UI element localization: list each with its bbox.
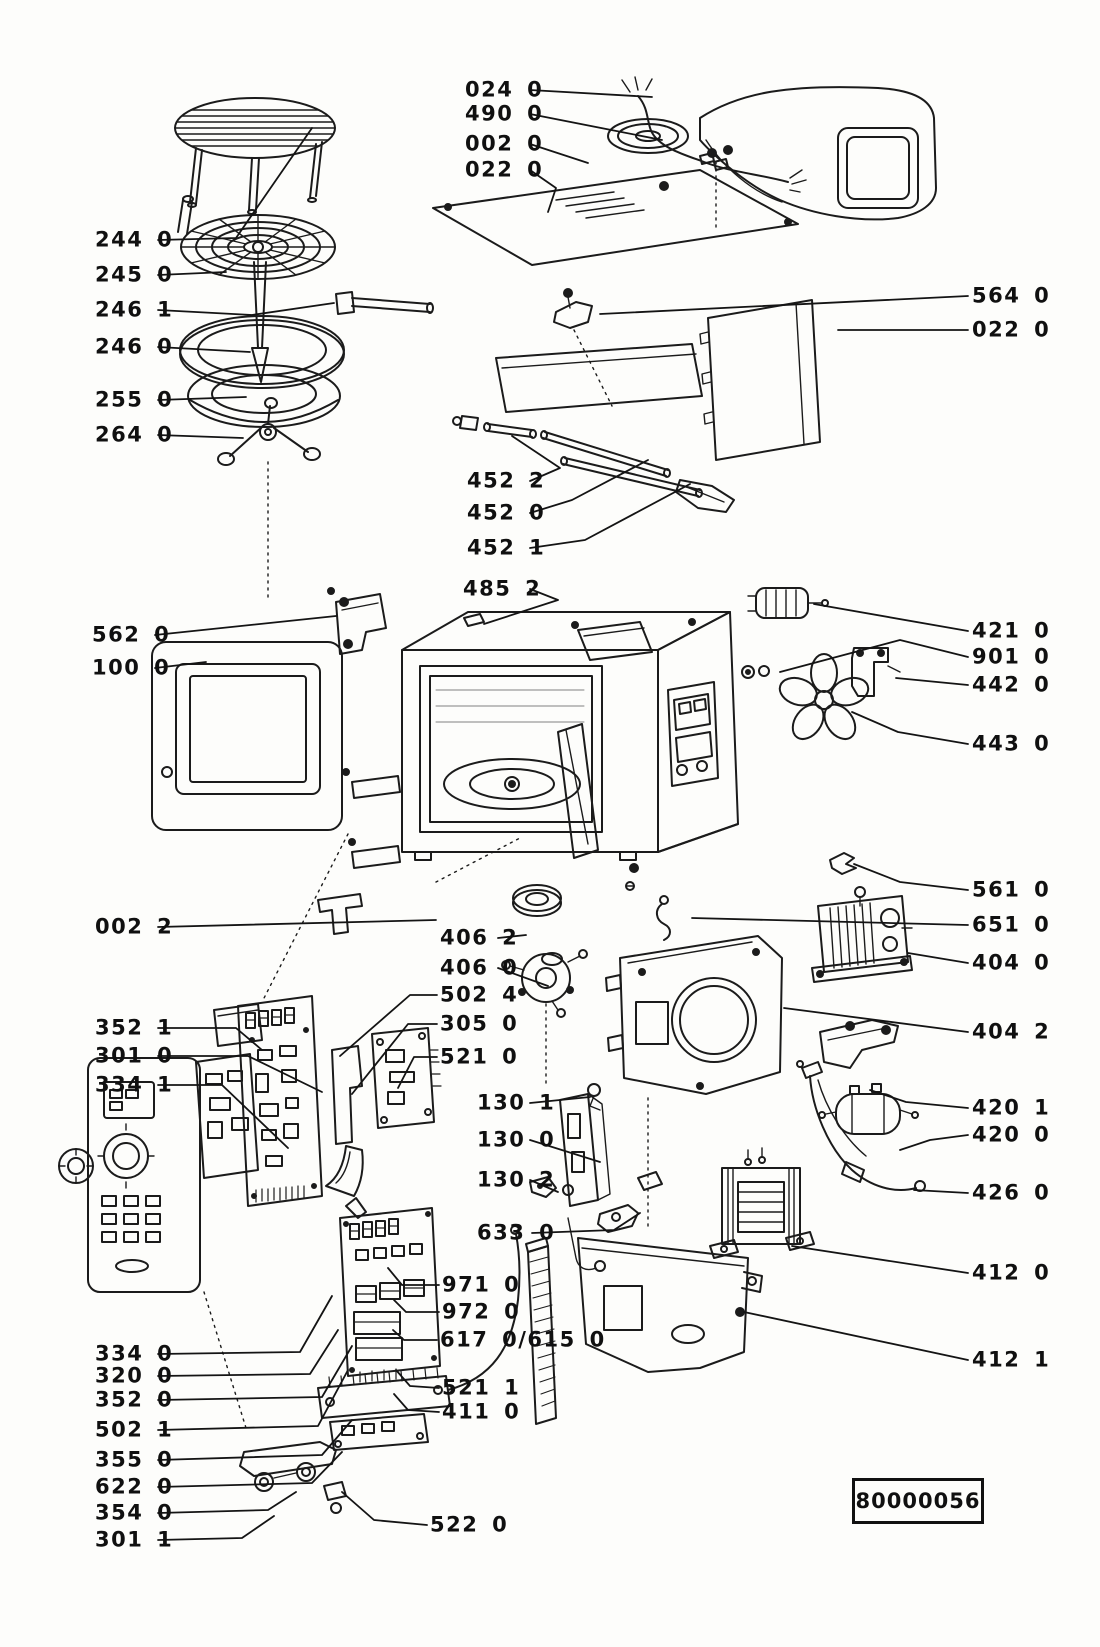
part-label-354-0: 354 0 bbox=[95, 1500, 174, 1525]
part-label-490-0: 490 0 bbox=[465, 101, 544, 126]
part-label-355-0: 355 0 bbox=[95, 1447, 174, 1472]
doc-number-box bbox=[852, 1478, 984, 1524]
part-label-622-0: 622 0 bbox=[95, 1474, 174, 1499]
part-label-301-0: 301 0 bbox=[95, 1043, 174, 1068]
leader-line-972-0 bbox=[394, 1300, 439, 1312]
leader-line-412-0 bbox=[792, 1246, 968, 1273]
leader-line-521-1 bbox=[396, 1370, 439, 1388]
part-label-502-1: 502 1 bbox=[95, 1417, 174, 1442]
part-label-562-0: 562 0 bbox=[92, 622, 171, 647]
part-label-421-0: 421 0 bbox=[972, 618, 1051, 643]
leader-line-617-0-615-0 bbox=[393, 1330, 437, 1340]
part-label-561-0: 561 0 bbox=[972, 877, 1051, 902]
leader-line-564-0 bbox=[600, 296, 968, 314]
part-label-130-1: 130 1 bbox=[477, 1090, 556, 1115]
part-label-452-0: 452 0 bbox=[467, 500, 546, 525]
leader-line-404-0 bbox=[908, 953, 968, 963]
part-label-024-0: 024 0 bbox=[465, 77, 544, 102]
part-label-022-0: 022 0 bbox=[972, 317, 1051, 342]
part-label-617-0-615-0: 617 0/615 0 bbox=[440, 1327, 606, 1352]
part-label-502-4: 502 4 bbox=[440, 982, 519, 1007]
part-label-301-1: 301 1 bbox=[95, 1527, 174, 1552]
leader-line-651-0 bbox=[692, 918, 968, 925]
part-label-406-2: 406 2 bbox=[440, 925, 519, 950]
part-label-404-2: 404 2 bbox=[972, 1019, 1051, 1044]
part-label-406-0: 406 0 bbox=[440, 955, 519, 980]
part-label-521-1: 521 1 bbox=[442, 1375, 521, 1400]
leader-line-334-0 bbox=[158, 1296, 332, 1354]
leader-line-246-1 bbox=[158, 303, 334, 315]
doc-number: 80000056 bbox=[855, 1489, 981, 1513]
leader-line-002-2 bbox=[158, 920, 436, 927]
part-label-901-0: 901 0 bbox=[972, 644, 1051, 669]
part-label-412-1: 412 1 bbox=[972, 1347, 1051, 1372]
leader-line-521-0 bbox=[398, 1057, 437, 1088]
leader-line-412-1 bbox=[744, 1312, 968, 1360]
leader-line-561-0 bbox=[854, 864, 968, 890]
part-label-352-0: 352 0 bbox=[95, 1387, 174, 1412]
leader-line-426-0 bbox=[914, 1190, 968, 1193]
leader-line-420-1 bbox=[870, 1090, 968, 1108]
leader-line-024-0 bbox=[530, 90, 652, 97]
leader-line-562-0 bbox=[155, 616, 336, 635]
part-label-651-0: 651 0 bbox=[972, 912, 1051, 937]
part-label-404-0: 404 0 bbox=[972, 950, 1051, 975]
part-label-246-0: 246 0 bbox=[95, 334, 174, 359]
leader-line-490-0 bbox=[530, 114, 662, 140]
part-label-412-0: 412 0 bbox=[972, 1260, 1051, 1285]
part-label-420-1: 420 1 bbox=[972, 1095, 1051, 1120]
part-label-452-1: 452 1 bbox=[467, 535, 546, 560]
part-label-521-0: 521 0 bbox=[440, 1044, 519, 1069]
part-label-452-2: 452 2 bbox=[467, 468, 546, 493]
part-label-443-0: 443 0 bbox=[972, 731, 1051, 756]
part-label-255-0: 255 0 bbox=[95, 387, 174, 412]
part-label-352-1: 352 1 bbox=[95, 1015, 174, 1040]
part-label-002-2: 002 2 bbox=[95, 914, 174, 939]
leader-line-411-0 bbox=[394, 1394, 439, 1412]
part-label-130-2: 130 2 bbox=[477, 1167, 556, 1192]
part-label-633-0: 633 0 bbox=[477, 1220, 556, 1245]
part-label-002-0: 002 0 bbox=[465, 131, 544, 156]
part-label-320-0: 320 0 bbox=[95, 1363, 174, 1388]
leader-line-420-0 bbox=[900, 1135, 968, 1150]
leader-line-352-1 bbox=[158, 1028, 262, 1050]
part-label-305-0: 305 0 bbox=[440, 1011, 519, 1036]
part-label-022-0: 022 0 bbox=[465, 157, 544, 182]
part-label-334-0: 334 0 bbox=[95, 1341, 174, 1366]
part-label-334-1: 334 1 bbox=[95, 1072, 174, 1097]
part-label-426-0: 426 0 bbox=[972, 1180, 1051, 1205]
part-label-244-0: 244 0 bbox=[95, 227, 174, 252]
leader-line-502-4 bbox=[340, 995, 437, 1056]
leader-line-244-0 bbox=[158, 128, 312, 240]
part-label-442-0: 442 0 bbox=[972, 672, 1051, 697]
leader-line-522-0 bbox=[342, 1492, 427, 1525]
leader-line-355-0 bbox=[158, 1420, 352, 1460]
leader-line-443-0 bbox=[852, 712, 968, 744]
leader-line-971-0 bbox=[388, 1268, 439, 1285]
leader-line-452-1 bbox=[530, 484, 690, 548]
part-label-485-2: 485 2 bbox=[463, 576, 542, 601]
leader-line-301-0 bbox=[158, 1056, 322, 1092]
part-label-972-0: 972 0 bbox=[442, 1299, 521, 1324]
part-label-564-0: 564 0 bbox=[972, 283, 1051, 308]
leader-line-901-0 bbox=[780, 640, 968, 672]
leader-line-442-0 bbox=[896, 678, 968, 685]
part-label-522-0: 522 0 bbox=[430, 1512, 509, 1537]
part-label-246-1: 246 1 bbox=[95, 297, 174, 322]
part-label-264-0: 264 0 bbox=[95, 422, 174, 447]
part-label-971-0: 971 0 bbox=[442, 1272, 521, 1297]
part-label-411-0: 411 0 bbox=[442, 1399, 521, 1424]
leader-line-452-0 bbox=[530, 460, 648, 513]
leader-line-421-0 bbox=[814, 604, 968, 631]
leader-line-404-2 bbox=[784, 1008, 968, 1032]
part-label-420-0: 420 0 bbox=[972, 1122, 1051, 1147]
leader-line-354-0 bbox=[158, 1492, 296, 1513]
leader-line-301-1 bbox=[158, 1516, 274, 1540]
part-label-100-0: 100 0 bbox=[92, 655, 171, 680]
leader-line-334-1 bbox=[158, 1085, 288, 1148]
part-label-130-0: 130 0 bbox=[477, 1127, 556, 1152]
part-label-245-0: 245 0 bbox=[95, 262, 174, 287]
